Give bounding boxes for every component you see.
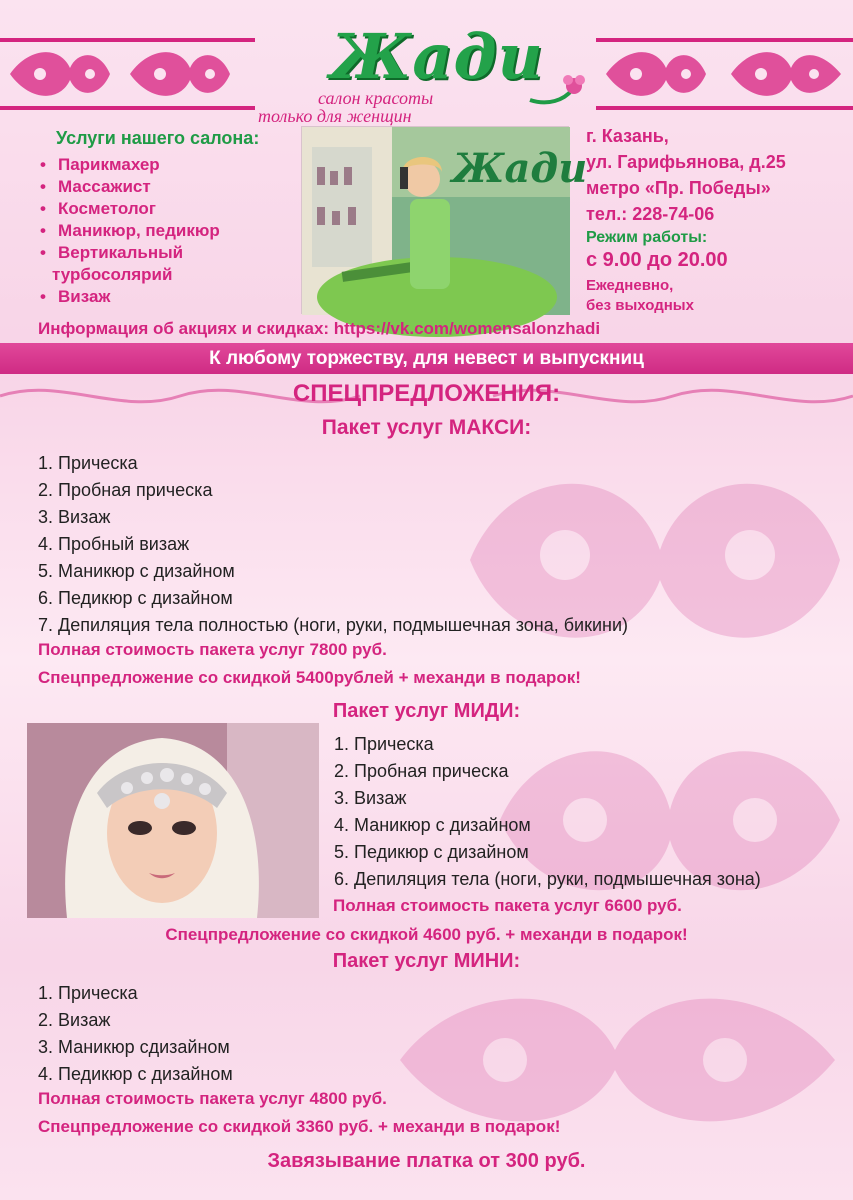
package-midi-title: Пакет услуг МИДИ:: [332, 700, 521, 722]
contact-metro: метро «Пр. Победы»: [586, 178, 771, 198]
list-item: 2. Пробная прическа: [334, 761, 509, 781]
days-line-2: без выходных: [586, 297, 694, 314]
list-item: • Парикмахер: [40, 155, 160, 174]
special-offers-title: СПЕЦПРЕДЛОЖЕНИЯ:: [292, 380, 561, 407]
list-item: • Вертикальный: [40, 243, 184, 262]
list-item: • Массажист: [40, 177, 151, 196]
list-item: 4. Маникюр с дизайном: [334, 815, 531, 835]
logo-tagline-2: только для женщин: [258, 106, 412, 126]
list-item: 3. Визаж: [334, 788, 407, 808]
days-line-1: Ежедневно,: [586, 277, 674, 294]
logo-tagline-1: салон красоты: [318, 88, 434, 108]
list-item: 3. Визаж: [38, 507, 111, 527]
maxi-full-price: Полная стоимость пакета услуг 7800 руб.: [38, 640, 387, 659]
list-item-continuation: турбосолярий: [52, 265, 173, 284]
list-item: 7. Депиляция тела полностью (ноги, руки, подмышечная зона, бикини): [38, 615, 629, 635]
list-item: • Косметолог: [40, 199, 156, 218]
contact-city: г. Казань,: [586, 126, 669, 146]
package-midi-list: [334, 731, 761, 893]
services-title: Услуги нашего салона:: [56, 128, 260, 148]
list-item: 4. Пробный визаж: [38, 534, 190, 554]
midi-special-price: Спецпредложение со скидкой 4600 руб. + механди в подарок!: [165, 925, 688, 944]
contact-phone: тел.: 228-74-06: [586, 204, 715, 224]
logo-wordmark: Жади: [330, 20, 544, 93]
list-item: 1. Прическа: [334, 734, 434, 754]
list-item: 2. Пробная прическа: [38, 480, 213, 500]
package-mini-list: [38, 980, 233, 1088]
top-left-ornament: [0, 38, 255, 110]
scarf-tying-service: Завязывание платка от 300 руб.: [267, 1150, 586, 1172]
list-item: 3. Маникюр сдизайном: [38, 1037, 230, 1057]
list-item: 5. Маникюр с дизайном: [38, 561, 235, 581]
package-maxi-title: Пакет услуг МАКСИ:: [321, 416, 532, 439]
top-right-ornament: [596, 38, 853, 110]
midi-full-price: Полная стоимость пакета услуг 6600 руб.: [333, 896, 682, 915]
hours-value: с 9.00 до 20.00: [586, 249, 728, 271]
list-item: 4. Педикюр с дизайном: [38, 1064, 233, 1084]
list-item: 6. Педикюр с дизайном: [38, 588, 233, 608]
promo-info-link[interactable]: Информация об акциях и скидках: https://vk.com/womensalonzhadi: [38, 319, 601, 338]
svg-text:Жади: Жади: [452, 145, 588, 192]
list-item: 6. Депиляция тела (ноги, руки, подмышечная зона): [334, 869, 761, 889]
mini-full-price: Полная стоимость пакета услуг 4800 руб.: [38, 1089, 387, 1108]
maxi-special-price: Спецпредложение со скидкой 5400рублей + механди в подарок!: [38, 668, 581, 687]
contact-street: ул. Гарифьянова, д.25: [586, 152, 786, 172]
bride-photo: [27, 723, 319, 918]
package-mini-title: Пакет услуг МИНИ:: [332, 950, 521, 972]
salon-reception-photo: [301, 126, 588, 314]
package-maxi-list: [38, 450, 628, 639]
list-item: • Маникюр, педикюр: [40, 221, 220, 240]
services-list: [40, 154, 300, 308]
list-item: 1. Прическа: [38, 983, 138, 1003]
list-item: 1. Прическа: [38, 453, 138, 473]
hours-label: Режим работы:: [586, 229, 708, 246]
list-item: 5. Педикюр с дизайном: [334, 842, 529, 862]
occasion-banner: К любому торжеству, для невест и выпускниц: [0, 343, 853, 374]
list-item: 2. Визаж: [38, 1010, 111, 1030]
flower-icon: [528, 70, 588, 110]
salon-logo: [258, 18, 600, 128]
list-item: • Визаж: [40, 287, 111, 306]
mini-special-price: Спецпредложение со скидкой 3360 руб. + механди в подарок!: [38, 1117, 561, 1136]
